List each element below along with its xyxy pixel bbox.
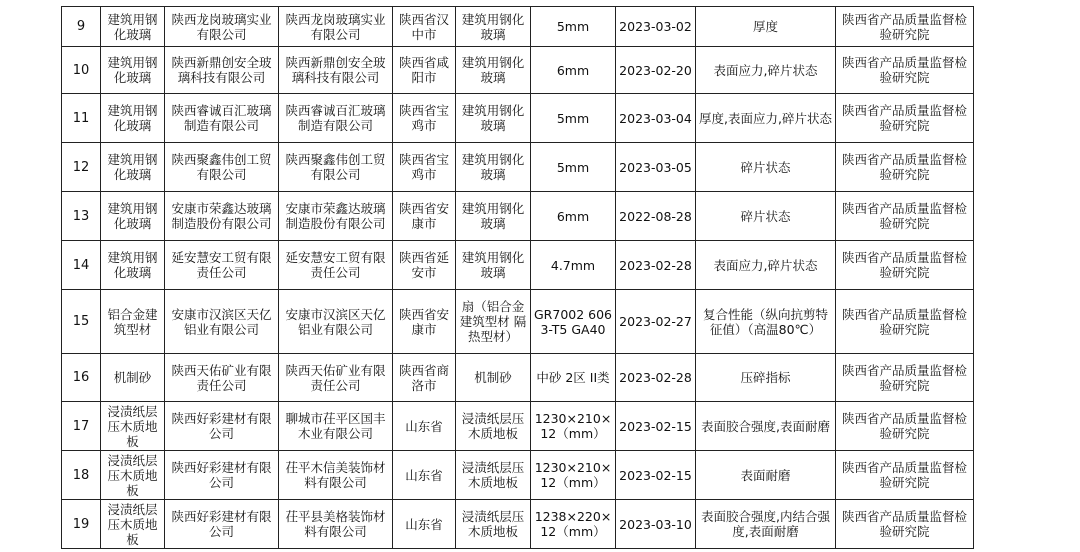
production-date-cell: 2023-02-20	[616, 47, 696, 94]
testing-institution-cell: 陕西省产品质量监督检验研究院	[836, 192, 974, 241]
row-number-cell: 9	[62, 7, 101, 47]
sample-name-cell: 建筑用钢化玻璃	[456, 192, 531, 241]
sampled-company-cell: 陕西龙岗玻璃实业有限公司	[165, 7, 279, 47]
sampled-company-cell: 陕西聚鑫伟创工贸有限公司	[165, 143, 279, 192]
table-row	[62, 290, 974, 354]
region-cell: 山东省	[393, 451, 456, 500]
failed-item-cell: 厚度,表面应力,碎片状态	[696, 94, 836, 143]
sampled-company-cell: 陕西睿诚百汇玻璃制造有限公司	[165, 94, 279, 143]
product-name-cell: 浸渍纸层压木质地板	[101, 500, 165, 549]
region-cell: 山东省	[393, 500, 456, 549]
region-cell: 陕西省宝鸡市	[393, 94, 456, 143]
sample-name-cell: 建筑用钢化玻璃	[456, 7, 531, 47]
sample-name-cell: 建筑用钢化玻璃	[456, 94, 531, 143]
table-row	[62, 47, 974, 94]
production-date-cell: 2023-03-02	[616, 7, 696, 47]
specification-cell: 5mm	[531, 143, 616, 192]
testing-institution-cell: 陕西省产品质量监督检验研究院	[836, 451, 974, 500]
failed-item-cell: 表面胶合强度,内结合强度,表面耐磨	[696, 500, 836, 549]
product-name-cell: 建筑用钢化玻璃	[101, 7, 165, 47]
product-name-cell: 浸渍纸层压木质地板	[101, 451, 165, 500]
table-row	[62, 192, 974, 241]
row-number-cell: 14	[62, 241, 101, 290]
sample-name-cell: 浸渍纸层压木质地板	[456, 402, 531, 451]
row-number-cell: 17	[62, 402, 101, 451]
product-name-cell: 建筑用钢化玻璃	[101, 241, 165, 290]
product-name-cell: 机制砂	[101, 354, 165, 402]
specification-cell: 1230×210×12（mm）	[531, 451, 616, 500]
row-number-cell: 12	[62, 143, 101, 192]
manufacturer-cell: 陕西龙岗玻璃实业有限公司	[279, 7, 393, 47]
table-row	[62, 500, 974, 549]
failed-item-cell: 碎片状态	[696, 192, 836, 241]
sampled-company-cell: 陕西好彩建材有限公司	[165, 500, 279, 549]
region-cell: 陕西省汉中市	[393, 7, 456, 47]
manufacturer-cell: 延安慧安工贸有限责任公司	[279, 241, 393, 290]
specification-cell: 5mm	[531, 7, 616, 47]
sample-name-cell: 浸渍纸层压木质地板	[456, 500, 531, 549]
table-row	[62, 7, 974, 47]
inspection-results-table	[61, 6, 974, 549]
sampled-company-cell: 陕西新鼎创安全玻璃科技有限公司	[165, 47, 279, 94]
sample-name-cell: 扇（铝合金建筑型材 隔热型材）	[456, 290, 531, 354]
row-number-cell: 16	[62, 354, 101, 402]
row-number-cell: 11	[62, 94, 101, 143]
table-row	[62, 402, 974, 451]
product-name-cell: 建筑用钢化玻璃	[101, 192, 165, 241]
specification-cell: 1238×220×12（mm）	[531, 500, 616, 549]
testing-institution-cell: 陕西省产品质量监督检验研究院	[836, 143, 974, 192]
manufacturer-cell: 茌平木信美装饰材料有限公司	[279, 451, 393, 500]
product-name-cell: 浸渍纸层压木质地板	[101, 402, 165, 451]
testing-institution-cell: 陕西省产品质量监督检验研究院	[836, 47, 974, 94]
product-name-cell: 建筑用钢化玻璃	[101, 47, 165, 94]
production-date-cell: 2023-02-15	[616, 451, 696, 500]
testing-institution-cell: 陕西省产品质量监督检验研究院	[836, 7, 974, 47]
sampled-company-cell: 陕西天佑矿业有限责任公司	[165, 354, 279, 402]
manufacturer-cell: 陕西新鼎创安全玻璃科技有限公司	[279, 47, 393, 94]
production-date-cell: 2023-02-27	[616, 290, 696, 354]
testing-institution-cell: 陕西省产品质量监督检验研究院	[836, 500, 974, 549]
inspection-results-table-container	[61, 6, 973, 549]
region-cell: 陕西省咸阳市	[393, 47, 456, 94]
table-row	[62, 354, 974, 402]
sampled-company-cell: 陕西好彩建材有限公司	[165, 451, 279, 500]
row-number-cell: 18	[62, 451, 101, 500]
manufacturer-cell: 陕西聚鑫伟创工贸有限公司	[279, 143, 393, 192]
production-date-cell: 2023-03-05	[616, 143, 696, 192]
sample-name-cell: 机制砂	[456, 354, 531, 402]
failed-item-cell: 表面应力,碎片状态	[696, 241, 836, 290]
production-date-cell: 2023-02-15	[616, 402, 696, 451]
table-row	[62, 451, 974, 500]
region-cell: 山东省	[393, 402, 456, 451]
row-number-cell: 10	[62, 47, 101, 94]
specification-cell: 1230×210×12（mm）	[531, 402, 616, 451]
specification-cell: 4.7mm	[531, 241, 616, 290]
sampled-company-cell: 安康市汉滨区天亿铝业有限公司	[165, 290, 279, 354]
sampled-company-cell: 陕西好彩建材有限公司	[165, 402, 279, 451]
sample-name-cell: 建筑用钢化玻璃	[456, 241, 531, 290]
failed-item-cell: 表面耐磨	[696, 451, 836, 500]
manufacturer-cell: 茌平县美格装饰材料有限公司	[279, 500, 393, 549]
sample-name-cell: 浸渍纸层压木质地板	[456, 451, 531, 500]
region-cell: 陕西省宝鸡市	[393, 143, 456, 192]
table-body	[62, 7, 974, 549]
specification-cell: 5mm	[531, 94, 616, 143]
failed-item-cell: 表面应力,碎片状态	[696, 47, 836, 94]
table-row	[62, 94, 974, 143]
failed-item-cell: 压碎指标	[696, 354, 836, 402]
production-date-cell: 2023-02-28	[616, 241, 696, 290]
failed-item-cell: 表面胶合强度,表面耐磨	[696, 402, 836, 451]
table-row	[62, 241, 974, 290]
region-cell: 陕西省商洛市	[393, 354, 456, 402]
production-date-cell: 2023-02-28	[616, 354, 696, 402]
product-name-cell: 建筑用钢化玻璃	[101, 94, 165, 143]
region-cell: 陕西省安康市	[393, 290, 456, 354]
testing-institution-cell: 陕西省产品质量监督检验研究院	[836, 354, 974, 402]
specification-cell: 6mm	[531, 47, 616, 94]
specification-cell: 6mm	[531, 192, 616, 241]
production-date-cell: 2023-03-10	[616, 500, 696, 549]
manufacturer-cell: 陕西睿诚百汇玻璃制造有限公司	[279, 94, 393, 143]
failed-item-cell: 复合性能（纵向抗剪特征值）（高温80℃）	[696, 290, 836, 354]
product-name-cell: 铝合金建筑型材	[101, 290, 165, 354]
manufacturer-cell: 陕西天佑矿业有限责任公司	[279, 354, 393, 402]
testing-institution-cell: 陕西省产品质量监督检验研究院	[836, 241, 974, 290]
testing-institution-cell: 陕西省产品质量监督检验研究院	[836, 290, 974, 354]
sample-name-cell: 建筑用钢化玻璃	[456, 47, 531, 94]
manufacturer-cell: 聊城市茌平区国丰木业有限公司	[279, 402, 393, 451]
row-number-cell: 19	[62, 500, 101, 549]
product-name-cell: 建筑用钢化玻璃	[101, 143, 165, 192]
table-row	[62, 143, 974, 192]
production-date-cell: 2023-03-04	[616, 94, 696, 143]
failed-item-cell: 碎片状态	[696, 143, 836, 192]
sampled-company-cell: 安康市荣鑫达玻璃制造股份有限公司	[165, 192, 279, 241]
region-cell: 陕西省安康市	[393, 192, 456, 241]
testing-institution-cell: 陕西省产品质量监督检验研究院	[836, 402, 974, 451]
failed-item-cell: 厚度	[696, 7, 836, 47]
specification-cell: GR7002 6063-T5 GA40	[531, 290, 616, 354]
row-number-cell: 15	[62, 290, 101, 354]
sampled-company-cell: 延安慧安工贸有限责任公司	[165, 241, 279, 290]
manufacturer-cell: 安康市汉滨区天亿铝业有限公司	[279, 290, 393, 354]
region-cell: 陕西省延安市	[393, 241, 456, 290]
row-number-cell: 13	[62, 192, 101, 241]
manufacturer-cell: 安康市荣鑫达玻璃制造股份有限公司	[279, 192, 393, 241]
specification-cell: 中砂 2区 II类	[531, 354, 616, 402]
sample-name-cell: 建筑用钢化玻璃	[456, 143, 531, 192]
production-date-cell: 2022-08-28	[616, 192, 696, 241]
testing-institution-cell: 陕西省产品质量监督检验研究院	[836, 94, 974, 143]
